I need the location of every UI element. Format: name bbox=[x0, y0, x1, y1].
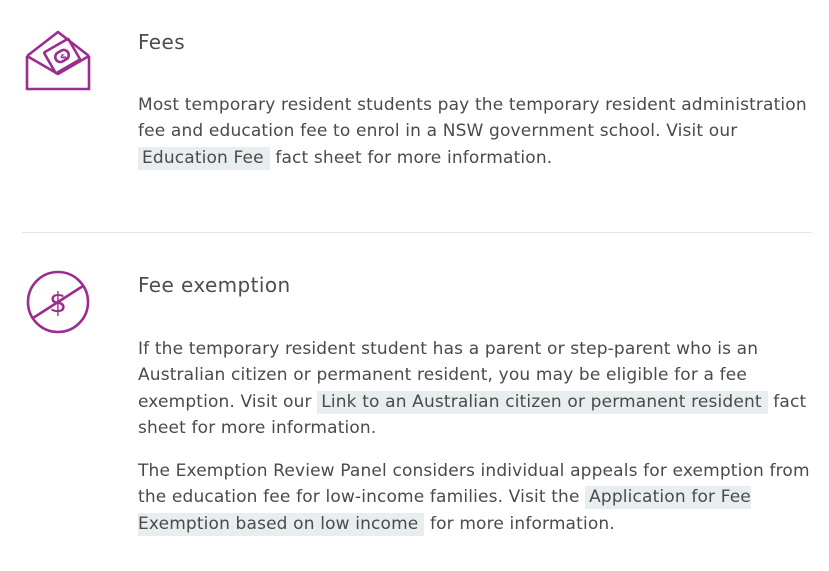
exemption-text-before: If the temporary resident student has a parent or step-parent who is an Australian citizen or permanent resident, you may be eligible for a fee exemption. Visit our bbox=[138, 339, 759, 412]
exemption-text-after: fact sheet for more information. bbox=[138, 391, 807, 438]
education-fee-link[interactable]: Education Fee bbox=[138, 147, 270, 170]
fees-text-before: Most temporary resident students pay the temporary resident administration fee and education fee to enrol in a NSW government school. Visit our bbox=[138, 95, 807, 142]
fee-exemption-paragraph-1 bbox=[138, 336, 818, 441]
australian-citizen-link[interactable]: Link to an Australian citizen or permanent resident bbox=[317, 391, 767, 414]
fees-text-after: fact sheet for more information. bbox=[269, 147, 553, 168]
review-panel-text-after: for more information. bbox=[424, 513, 615, 534]
no-dollar-icon bbox=[24, 268, 92, 336]
fee-exemption-paragraph-2 bbox=[138, 458, 818, 537]
svg-text:$: $ bbox=[49, 286, 67, 319]
fee-exemption-heading: Fee exemption bbox=[138, 273, 291, 297]
fees-heading: Fees bbox=[138, 30, 186, 54]
fees-paragraph bbox=[138, 92, 818, 171]
low-income-exemption-link[interactable]: Application for Fee Exemption based on low income bbox=[138, 487, 751, 534]
section-divider bbox=[22, 232, 812, 233]
envelope-dollar-icon bbox=[24, 26, 92, 94]
review-panel-text-before: The Exemption Review Panel considers individual appeals for exemption from the education fee for low-income families. Visit the bbox=[138, 461, 810, 508]
svg-text:$: $ bbox=[58, 52, 70, 65]
